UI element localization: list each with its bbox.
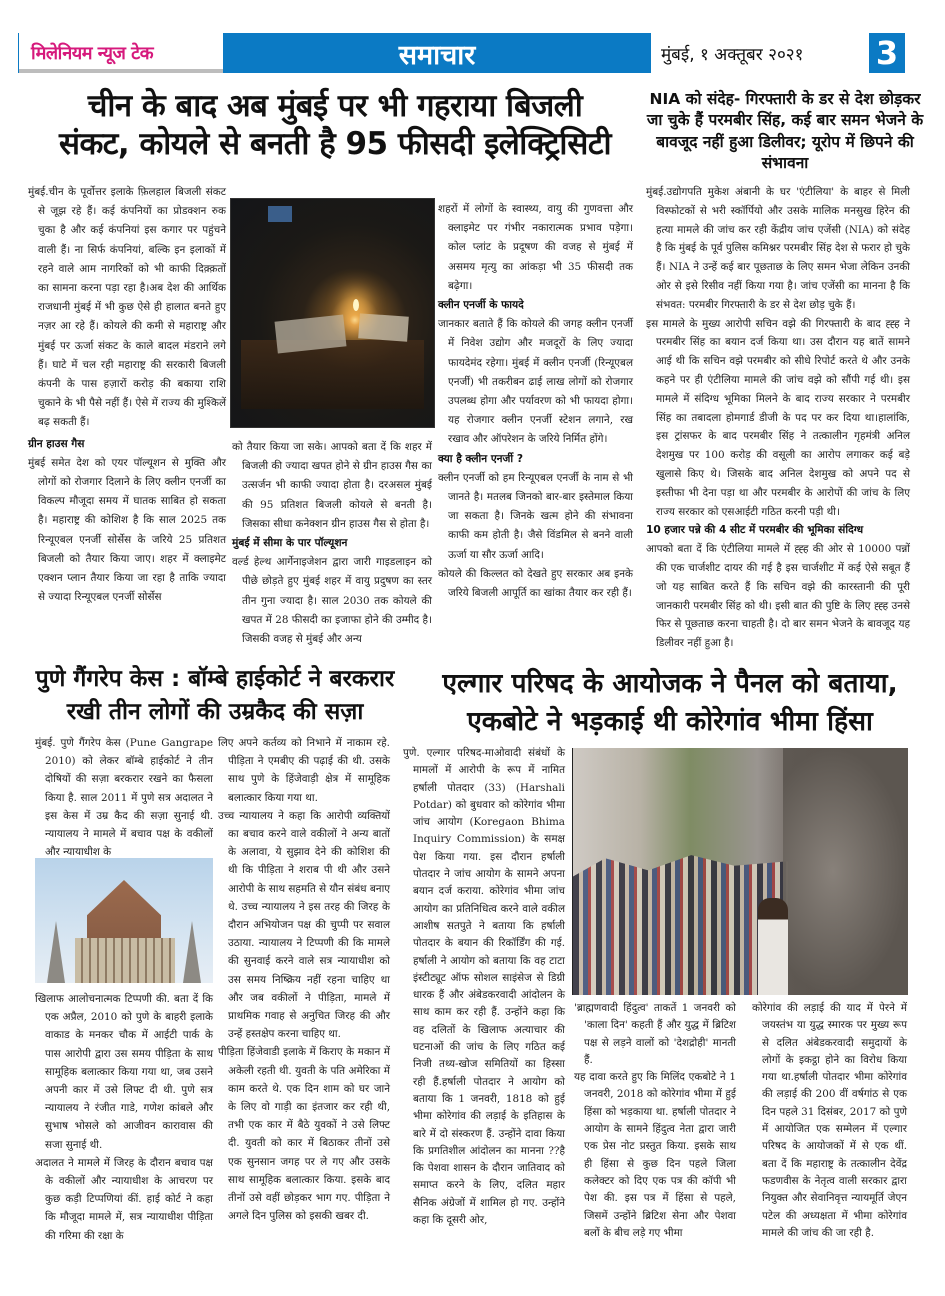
body-paragraph: शहरों में लोगों के स्वास्थ्य, वायु की गुणवत्ता और क्लाइमेट पर गंभीर नकारात्मक प्रभाव पड़ेगा। कोल प्लांट के प्रदूषण की वजह से मुंबई में असमय मृत्यु का आंकड़ा भी 35 फीसदी तक बढ़ेगा। bbox=[438, 203, 633, 292]
headline-line-2: एकबोटे ने भड़काई थी कोरेगांव भीमा हिंसा bbox=[467, 706, 873, 738]
body-paragraph: पीड़िता हिंजेवाडी इलाके में किराए के मकान में अकेली रहती थी. युवती के पति अमेरिका में काम करते थे. एक दिन शाम को घर जाने के लिए वो गाड़ी का इंतजार कर रही थी, तभी एक कार में बैठे युवकों ने उसे लिफ्ट दी. युवती को कार में बिठाकर तीनों उसे एक सुनसान जगह पर ले गए और उसके साथ सामूहिक बलात्कार किया. इसके बाद तीनों उसे वहीं छोड़कर भाग गए. पीड़िता ने अगले दिन पुलिस को इसकी खबर दी. bbox=[218, 1046, 390, 1223]
body-paragraph: कोयले की किल्लत को देखते हुए सरकार अब इनके जरिये बिजली आपूर्ति का खांका तैयार कर रही हैं। bbox=[438, 567, 633, 600]
headline-line-1: एल्गार परिषद के आयोजक ने पैनल को बताया, bbox=[442, 668, 898, 699]
headline-nia: NIA को संदेह- गिरफ्तारी के डर से देश छोड़कर जा चुके हैं परमबीर सिंह, कई बार समन भेजने के बावजूद नहीं हुआ डिलीवर; यूरोप में छिपने की संभावना bbox=[646, 90, 924, 173]
subhead-greenhouse: ग्रीन हाउस गैस bbox=[28, 437, 85, 450]
section-title: समाचार bbox=[223, 33, 651, 73]
body-paragraph: इस मामले के मुख्य आरोपी सचिन वझे की गिरफ्तारी के बाद ह्ह्ह ने परमबीर सिंह का बयान दर्ज किया था। उस दौरान यह बातें सामने आई थी कि सचिन वझे परमबीर को सीधे रिपोर्ट करते थे और उनके कहने पर ही एंटीलिया मामले की जांच वझे को सौंपी गई थी। इस मामले में संदिग्ध भूमिका मिलने के बाद राज्य सरकार ने परमबीर सिंह का तबादला होमगार्ड डीजी के पद पर कर दिया था।हालांकि, इस ट्रांसफर के बाद परमबीर सिंह ने तत्कालीन गृहमंत्री अनिल देशमुख पर 100 करोड़ की वसूली का आरोप लगाकर कई बड़े खुलासे किए थे। जिसके बाद अनिल देशमुख को अपने पद से इस्तीफा भी देना पड़ा था और परमबीर के आरोपों की जांच के लिए राज्य सरकार को एसआईटी गठित करनी पड़ी थी। bbox=[646, 317, 910, 518]
masthead bbox=[18, 33, 905, 73]
subhead-pollution: मुंबई में सीमा के पार पॉल्यूशन bbox=[232, 537, 348, 550]
body-paragraph: को तैयार किया जा सके। आपको बता दें कि शहर में बिजली की ज्यादा खपत होने से ग्रीन हाउस गैस का उत्सर्जन भी काफी ज्यादा होता है। दरअसल मुंबई की 95 प्रतिशत बिजली कोयले से बनती है। जिसका सीधा कनेक्शन ग्रीन हाउस गैस से होता है। bbox=[232, 441, 432, 530]
body-paragraph: कोरेगांव की लड़ाई की याद में पेरने में जयस्तंभ या युद्ध स्मारक पर मुख्य रूप से दलित अंबेडकरवादी समुदायों के लोगों के इकट्ठा होने का विरोध किया गया था.हर्षाली पोतदार भीमा कोरेगांव की लड़ाई की 200 वीं वर्षगांठ से एक दिन पहले 31 दिसंबर, 2017 को पुणे में आयोजित एक सम्मेलन में एल्गार परिषद के आयोजकों में से एक थीं. बता दें कि महाराष्ट्र के तत्कालीन देवेंद्र फडणवीस के नेतृत्व वाली सरकार द्वारा नियुक्त और सेवानिवृत्त न्यायमूर्ति जेएन पटेल की अध्यक्षता में भीमा कोरेगांव मामले की जांच की जा रही है. bbox=[752, 1002, 907, 1239]
elgar-column-1 bbox=[403, 745, 565, 1229]
power-column-3 bbox=[438, 200, 633, 603]
elgar-column-2 bbox=[574, 1000, 736, 1242]
koregaon-crowd-smoke-photo bbox=[572, 748, 908, 995]
body-paragraph: मुंबई समेत देश को एयर पॉल्यूशन से मुक्ति और लोगों को रोजगार दिलाने के लिए क्लीन एनर्जी का विकल्प मौजूदा समय में घातक साबित हो सकता है। महाराष्ट्र की कोशिश है कि साल 2025 तक रिन्यूएबल एनर्जी सोर्सेस के जरिये 25 प्रतिशत बिजली को तैयार किया जाए। शहर में क्लाइमेट एक्शन प्लान तैयार किया जा रहा है ताकि ज्यादा से ज्यादा रिन्यूएबल एनर्जी सोर्सेस bbox=[28, 456, 226, 604]
body-paragraph: यह दावा करते हुए कि मिलिंद एकबोटे ने 1 जनवरी, 2018 को कोरेगांव भीमा में हुई हिंसा को भड़काया था. हर्षाली पोतदार ने आयोग के सामने हिंदुत्व नेता द्वारा जारी एक प्रेस नोट प्रस्तुत किया. इसके साथ ही हिंसा से कुछ दिन पहले जिला कलेक्टर को दिए एक पत्र की कॉपी भी पेश की. इस पत्र में हिंसा से पहले, जिसमें उन्होंने ब्रिटिश सेना और पेशवा बलों के बीच लड़े गए भीमा bbox=[574, 1071, 736, 1239]
body-paragraph: लिए अपने कर्तव्य को निभाने में नाकाम रहे. पीड़िता ने एमबीए की पढ़ाई की थी. उसके साथ पुणे के हिंजेवाड़ी क्षेत्र में सामूहिक बलात्कार किया गया था. bbox=[218, 737, 390, 804]
body-paragraph: क्लीन एनर्जी को हम रिन्यूएबल एनर्जी के नाम से भी जानते है। मतलब जिनको बार-बार इस्तेमाल किया जा सकता है। जिनके खत्म होने की संभावना काफी कम होती है। जैसे विंडमिल से बनने वाली ऊर्जा या सौर ऊर्जा आदि। bbox=[438, 471, 633, 561]
newspaper-brand: मिलेनियम न्यूज टेक bbox=[18, 33, 223, 73]
subhead-benefits: क्लीन एनर्जी के फायदे bbox=[438, 299, 524, 312]
candle-light-study-photo bbox=[230, 198, 435, 428]
body-paragraph: अदालत ने मामले में जिरह के दौरान बचाव पक्ष के वकीलों और न्यायाधीश के आचरण पर कुछ कड़ी टिप्पणियां कीं. हाई कोर्ट ने कहा कि मौजूदा मामले में, सत्र न्यायाधीश पीड़िता की गरिमा की रक्षा के bbox=[35, 1156, 213, 1242]
headline-line-2: रखी तीन लोगों की उम्रकैद की सज़ा bbox=[66, 699, 364, 726]
power-column-2 bbox=[232, 438, 432, 649]
subhead-chargesheet: 10 हजार पन्ने की 4 सीट में परमबीर की भूमिका संदिग्ध bbox=[646, 524, 864, 537]
pune-column-2 bbox=[218, 734, 390, 1225]
body-paragraph: पुणे. एल्गार परिषद-माओवादी संबंधों के मामलों में आरोपी के रूप में नामित हर्षाली पोतदार (33) (Harshali Potdar) को बुधवार को कोरेगांव भीमा जांच आयोग (Koregaon Bhima Inquiry Commission) के समक्ष पेश किया गया. इस दौरान हर्षाली पोतदार ने जांच आयोग के सामने अपना बयान दर्ज कराया. कोरेगांव भीमा जांच आयोग का प्रतिनिधित्व करने वाले वकील आशीष सतपुते ने बताया कि हर्षाली पोतदार के बयान की रिकॉर्डिंग की गई. हर्षाली ने आयोग को बताया कि वह टाटा इंस्टीट्यूट ऑफ सोशल साइंसेज से डिग्री धारक हैं और अंबेडकरवादी आंदोलन के साथ काम कर रही हैं. उन्होंने कहा कि वह दलितों के खिलाफ अत्याचार की घटनाओं की जांच के लिए गठित कई निजी तथ्य-खोज समितियों का हिस्सा रही हैं.हर्षाली पोतदार ने आयोग को बताया कि 1 जनवरी, 1818 को हुई भीमा कोरेगांव की लड़ाई के इतिहास के बारे में दो संस्करण हैं. उन्होंने दावा किया कि प्रगतिशील आंदोलन का मानना ??है कि पेशवा शासन के दौरान जातिवाद को समाप्त करने के लिए, दलित महार सैनिक अंग्रेजों में शामिल हो गए. उन्होंने कहा कि दूसरी ओर, bbox=[403, 747, 565, 1227]
body-paragraph: वर्ल्ड हेल्थ आर्गेनाइजेशन द्वारा जारी गाइडलाइन को पीछे छोड़ते हुए मुंबई शहर में वायु प्रदुषण का स्तर तीन गुना ज्यादा है। साल 2030 तक कोयले की खपत में 28 फीसदी का इजाफा होने की उम्मीद है। जिसकी वजह से मुंबई और अन्य bbox=[232, 556, 432, 646]
headline-pune bbox=[20, 663, 410, 730]
body-paragraph: आपको बता दें कि एंटीलिया मामले में ह्ह्ह की ओर से 10000 पन्नों की एक चार्जशीट दायर की गई है इस चार्जशीट में कई ऐसे सबूत हैं जो यह साबित करते हैं कि सचिन वझे की कारस्तानी की पूरी जानकारी परमबीर सिंह को थी। इसी बात की पुष्टि के लिए ह्ह्ह उनसे फिर से पूछताछ करना चाहती है। दो बार समन भेजने के बावजूद यह डिलीवर नहीं हुआ है। bbox=[646, 543, 910, 650]
body-paragraph: 'ब्राह्मणवादी हिंदुत्व' ताकतें 1 जनवरी को 'काला दिन' कहती हैं और युद्ध में ब्रिटिश पक्ष से लड़ने वालों को 'देशद्रोही' मानती हैं. bbox=[574, 1002, 736, 1066]
pune-column-1a bbox=[35, 734, 213, 861]
body-paragraph: मुंबई. पुणे गैंगरेप केस (Pune Gangrape 2010) को लेकर बॉम्बे हाईकोर्ट ने तीन दोषियों की सज़ा बरकरार रखने का फैसला किया है. साल 2011 में पुणे सत्र अदालत ने इस केस में उम्र कैद की सज़ा सुनाई थी. न्यायालय ने मामले में बचाव पक्ष के वकीलों और न्यायाधीश के bbox=[35, 737, 213, 859]
bombay-high-court-photo bbox=[35, 858, 213, 983]
elgar-column-3 bbox=[752, 1000, 907, 1242]
headline-line-2: संकट, कोयले से बनती है 95 फीसदी इलेक्ट्रिसिटी bbox=[58, 125, 611, 162]
headline-line-1: चीन के बाद अब मुंबई पर भी गहराया बिजली bbox=[87, 88, 583, 124]
body-paragraph: मुंबई.चीन के पूर्वोत्तर इलाके फ़िलहाल बिजली संकट से जूझ रहे हैं। कई कंपनियों का प्रोडक्शन रुक चुका है और कई कंपनियां इस कगार पर पहुंचने वाली हैं। ना सिर्फ कंपनियां, बल्कि इन इलाकों में रहने वाले आम नागरिकों को भी काफी दिक़्क़तों का सामना करना पड़ा रहा है।अब देश की आर्थिक राजधानी मुंबई में भी कुछ ऐसे ही हालात बनते हुए नज़र आ रहे हैं। कोयले की कमी से महाराष्ट्र और मुंबई पर ऊर्जा संकट के काले बादल मंडराने लगे हैं। घाटे में चल रही महाराष्ट्र की सरकारी बिजली कंपनी के पास हज़ारों करोड़ की बकाया राशि चुकाने के भी पैसे नहीं हैं। ऐसे में राज्य की मुश्किलें बढ़ सकती हैं। bbox=[28, 186, 226, 429]
subhead-what-is-clean-energy: क्या है क्लीन एनर्जी ? bbox=[438, 452, 523, 465]
pune-column-1b bbox=[35, 990, 213, 1245]
headline-elgar bbox=[420, 665, 920, 742]
headline-power-crisis bbox=[30, 88, 640, 164]
body-paragraph: खिलाफ आलोचनात्मक टिप्पणी की. बता दें कि एक अप्रैल, 2010 को पुणे के बाहरी इलाके वाकाड के मनकर चौक में आईटी पार्क के पास आरोपी द्वारा उस समय पीड़िता के साथ सामूहिक बलात्कार किया गया था, जब उसने अपनी कार में उसे लिफ्ट दी थी. पुणे सत्र न्यायालय ने रंजीत गाडे, गणेश कांबले और सुभाष भोसले को आजीवन कारावास की सजा सुनाई थी. bbox=[35, 993, 213, 1151]
nia-column bbox=[646, 183, 910, 653]
dateline: मुंबई, १ अक्तूबर २०२१ bbox=[651, 33, 865, 73]
headline-line-1: पुणे गैंगरेप केस : बॉम्बे हाईकोर्ट ने बरकरार bbox=[35, 666, 395, 692]
body-paragraph: उच्च न्यायालय ने कहा कि आरोपी व्यक्तियों का बचाव करने वाले वकीलों ने अन्य बातों के अलावा, ये सुझाव देने की कोशिश की थी कि पीड़िता ने शराब पी थी और उसने आरोपी के साथ सहमति से यौन संबंध बनाए थे. उच्च न्यायालय ने इस तरह की जिरह के दौरान अभियोजन पक्ष की चुप्पी पर सवाल उठाया. न्यायालय ने टिप्पणी की कि मामले की सुनवाई करने वाले सत्र न्यायाधीश को उस समय निष्क्रिय नहीं रहना चाहिए था और जब वकीलों ने पीड़िता, मामले में प्राथमिक गवाह से अनुचित जिरह की और उन्हें हस्तक्षेप करना चाहिए था. bbox=[218, 809, 390, 1041]
body-paragraph: मुंबई.उद्योगपति मुकेश अंबानी के घर 'एंटीलिया' के बाहर से मिली विस्फोटकों से भरी स्कॉर्पियो और उसके मालिक मनसुख हिरेन की हत्या मामले की जांच कर रही केंद्रीय जांच एजेंसी (NIA) को संदेह है कि मुंबई के पूर्व पुलिस कमिश्नर परमबीर सिंह देश से फरार हो चुके हैं। NIA ने उन्हें कई बार पूछताछ के लिए समन भेजा लेकिन उनकी ओर से इसे रिसीव नहीं किया गया है। जांच एजेंसी का मानना है कि संभवत: परमबीर गिरफ्तारी के डर से देश छोड़ चुके हैं। bbox=[646, 186, 910, 311]
page-number: 3 bbox=[865, 33, 905, 73]
body-paragraph: जानकार बताते हैं कि कोयले की जगह क्लीन एनर्जी में निवेश उद्योग और मजदूरों के लिए ज्यादा फायदेमंद रहेगा। मुंबई में क्लीन एनर्जी (रिन्यूएबल एनर्जी) भी तकरीबन ढाई लाख लोगों को रोजगार उपलब्ध होगा और पर्यावरण को भी फायदा होगा। यह रोजगार क्लीन एनर्जी स्टेशन लगाने, रख रखाव और ऑपरेशन के जरिये निर्मित होंगे। bbox=[438, 318, 633, 446]
power-column-1 bbox=[28, 183, 226, 607]
